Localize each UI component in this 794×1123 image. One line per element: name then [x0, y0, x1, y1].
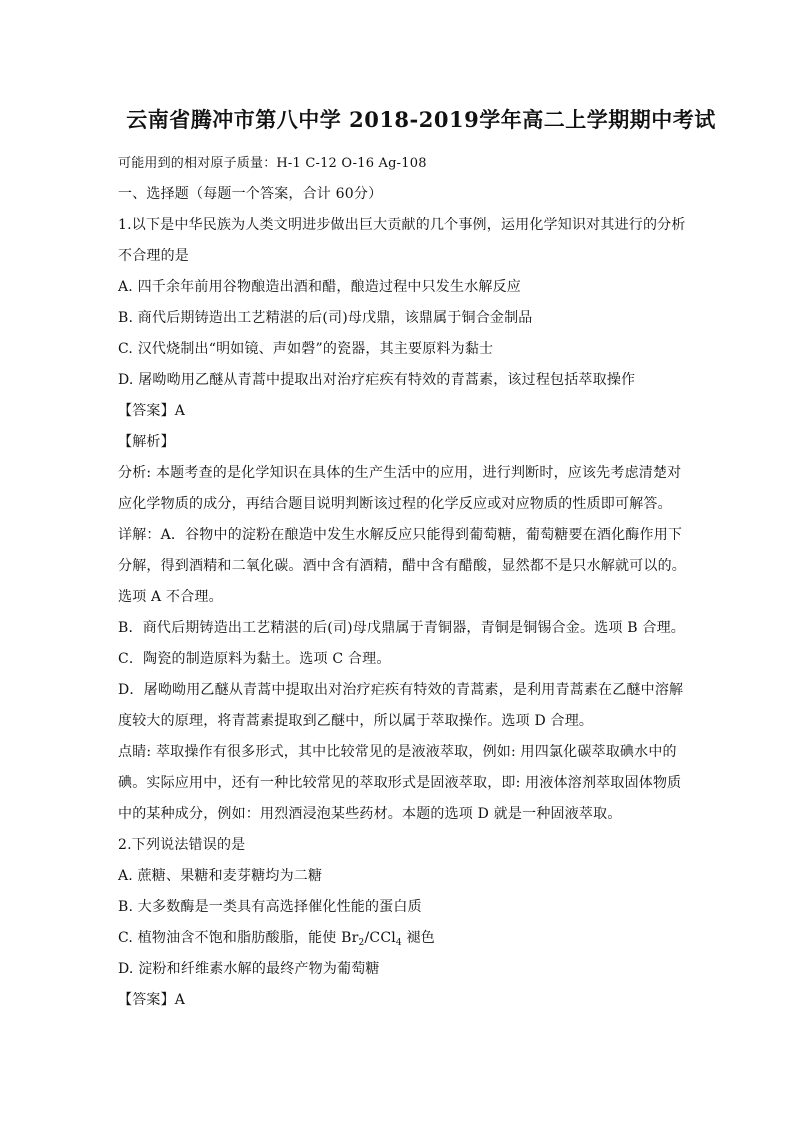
q2-option-c-text: C. 植物油含不饱和脂肪酸脂，能使 Br	[118, 930, 359, 946]
q2-option-c-text: /CCl	[364, 930, 396, 946]
q2-stem: 2.下列说法错误的是	[118, 837, 246, 853]
q1-analysis-line: 度较大的原理，将青蒿素提取到乙醚中，所以属于萃取操作。选项 D 合理。	[118, 713, 594, 729]
q1-stem-line-2: 不合理的是	[118, 248, 189, 264]
q1-option-c: C. 汉代烧制出“明如镜、声如磬”的瓷器，其主要原料为黏士	[118, 341, 494, 357]
question-1	[118, 210, 724, 830]
q1-analysis-line: 碘。实际应用中，还有一种比较常见的萃取形式是固液萃取，即: 用液体溶剂萃取固体物质	[118, 775, 682, 791]
q1-analysis-line: 分析: 本题考查的是化学知识在具体的生产生活中的应用，进行判断时，应该先考虑清楚对	[118, 465, 682, 481]
page-title: 云南省腾冲市第八中学 2018-2019学年高二上学期期中考试	[126, 107, 716, 132]
q1-analysis-line: 中的某种成分，例如：用烈酒浸泡某些药材。本题的选项 D 就是一种固液萃取。	[118, 806, 622, 822]
q2-answer: 【答案】A	[118, 992, 186, 1008]
q1-option-b: B. 商代后期铸造出工艺精湛的后(司)母戊鼎，该鼎属于铜合金制品	[118, 310, 533, 326]
atomic-mass-note: 可能用到的相对原子质量：H-1 C-12 O-16 Ag-108	[118, 156, 427, 171]
question-2	[118, 830, 724, 1016]
q1-analysis-line: 点睛: 萃取操作有很多形式，其中比较常见的是液液萃取，例如: 用四氯化碳萃取碘水中的	[118, 744, 677, 760]
q1-analysis-line: 应化学物质的成分，再结合题目说明判断该过程的化学反应或对应物质的性质即可解答。	[118, 496, 672, 512]
q1-analysis-line: 分解，得到酒精和二氧化碳。酒中含有酒精，醋中含有醋酸，显然都不是只水解就可以的。	[118, 558, 686, 574]
q1-stem-line-1: 1.以下是中华民族为人类文明进步做出巨大贡献的几个事例，运用化学知识对其进行的分析	[118, 217, 686, 233]
q2-option-a: A. 蔗糖、果糖和麦芽糖均为二糖	[118, 868, 323, 884]
q1-option-a: A. 四千余年前用谷物酿造出酒和醋，酿造过程中只发生水解反应	[118, 279, 522, 295]
q1-analysis-line: C．陶瓷的制造原料为黏土。选项 C 合理。	[118, 651, 391, 667]
q2-option-c-subscript: 4	[395, 938, 402, 948]
q1-analysis-label: 【解析】	[118, 434, 175, 450]
q1-analysis-line: 选项 A 不合理。	[118, 589, 223, 605]
section-heading: 一、选择题（每题一个答案，合计 60分）	[118, 186, 383, 202]
q1-analysis-line: D．屠呦呦用乙醚从青蒿中提取出对治疗疟疾有特效的青蒿素，是利用青蒿素在乙醚中溶解	[118, 682, 684, 698]
q1-option-d: D. 屠呦呦用乙醚从青蒿中提取出对治疗疟疾有特效的青蒿素，该过程包括萃取操作	[118, 372, 636, 388]
q1-answer: 【答案】A	[118, 403, 186, 419]
q2-option-b: B. 大多数酶是一类具有高选择催化性能的蛋白质	[118, 899, 422, 915]
q1-analysis-line: B．商代后期铸造出工艺精湛的后(司)母戊鼎属于青铜器，青铜是铜锡合金。选项 B 合理。	[118, 620, 685, 636]
q2-option-c	[118, 923, 724, 954]
q2-option-d: D. 淀粉和纤维素水解的最终产物为葡萄糖	[118, 961, 380, 977]
q2-option-c-subscript: 2	[358, 938, 365, 948]
q1-analysis-line: 详解：A．谷物中的淀粉在酿造中发生水解反应只能得到葡萄糖，葡萄糖要在酒化酶作用下	[118, 527, 683, 543]
q2-option-c-text: 褪色	[401, 930, 435, 946]
